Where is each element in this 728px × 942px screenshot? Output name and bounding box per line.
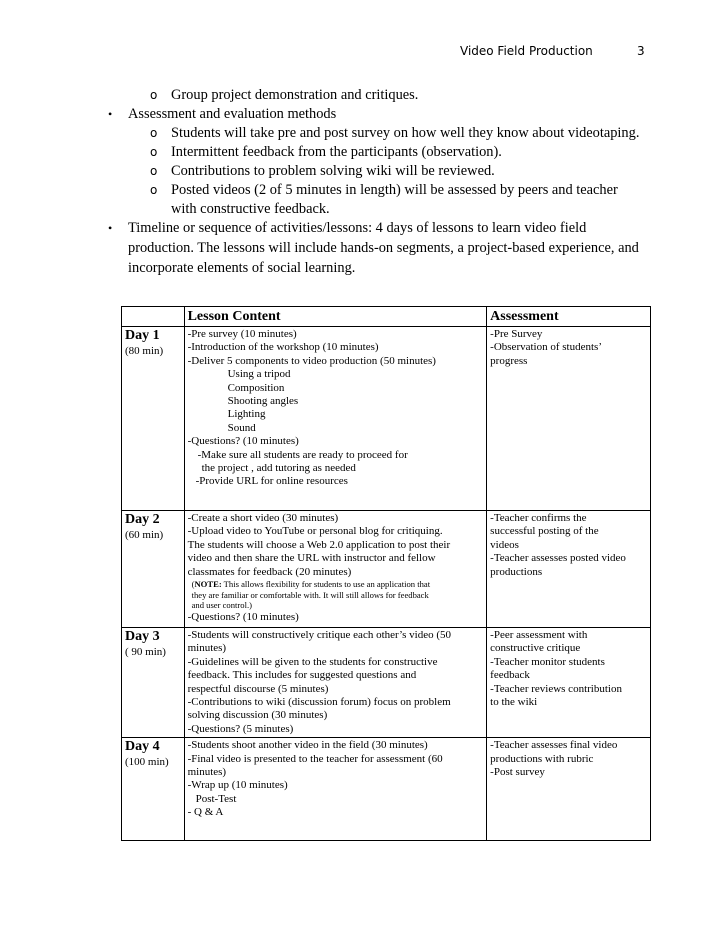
assessment-cell: [487, 628, 651, 738]
content-line: feedback. This includes for suggested questions and: [187, 669, 417, 682]
content-line: -Questions? (10 minutes): [187, 435, 299, 448]
day-name: Day 2: [125, 512, 160, 527]
list-item-continuation: [128, 259, 648, 278]
content-line: Composition: [227, 381, 285, 394]
sub-bullet-marker: o: [150, 183, 158, 197]
content-line: -Questions? (5 minutes): [187, 722, 294, 735]
lesson-plan-table: [121, 306, 651, 841]
assessment-line: -Observation of students’: [490, 341, 602, 354]
list-item-text: Intermittent feedback from the participants (observation).: [171, 144, 502, 160]
assessment-line: -Pre Survey: [490, 328, 543, 340]
note-label: NOTE:: [194, 579, 222, 590]
page-header: [0, 44, 728, 64]
list-item: [108, 105, 648, 124]
note-text: This allows flexibility for students to use an application that: [221, 579, 431, 590]
lesson-content-cell: [184, 511, 487, 628]
assessment-line: -Post survey: [490, 766, 545, 779]
lesson-content-cell: [184, 628, 487, 738]
assessment-line: -Teacher confirms the: [490, 512, 587, 524]
list-item-text: incorporate elements of social learning.: [128, 260, 356, 276]
note-line: they are familiar or comfortable with. It will still allows for feedback: [191, 589, 429, 600]
content-line: -Provide URL for online resources: [195, 475, 348, 488]
content-line: -Pre survey (10 minutes): [187, 328, 297, 340]
list-item: [150, 181, 651, 200]
list-item-continuation: [128, 239, 648, 258]
content-line: Sound: [227, 421, 256, 434]
day-name: Day 1: [125, 328, 160, 343]
header-assessment: Assessment: [487, 307, 651, 327]
lesson-content-cell: [184, 327, 487, 511]
content-line: solving discussion (30 minutes): [187, 709, 328, 722]
table-header-row: [122, 307, 651, 327]
content-line: Using a tripod: [227, 368, 291, 381]
content-line: -Deliver 5 components to video production (50 minutes): [187, 354, 436, 367]
page-number: 3: [637, 44, 645, 58]
bullet-marker: •: [108, 107, 113, 121]
sub-bullet-marker: o: [150, 88, 158, 102]
day-cell: [122, 511, 185, 628]
day-duration: ( 90 min): [125, 646, 166, 658]
content-line: Lighting: [227, 408, 266, 421]
list-item-text: Timeline or sequence of activities/lessons: 4 days of lessons to learn video field: [128, 220, 587, 236]
content-line: -Questions? (10 minutes): [187, 610, 299, 623]
list-item: [108, 219, 648, 238]
sub-bullet-marker: o: [150, 145, 158, 159]
assessment-line: -Peer assessment with: [490, 629, 588, 641]
content-line: -Introduction of the workshop (10 minutes): [187, 341, 379, 354]
content-line: Shooting angles: [227, 395, 299, 408]
bullet-marker: •: [108, 221, 113, 235]
content-line: -Students will constructively critique each other’s video (50: [187, 629, 452, 641]
list-item-text: Posted videos (2 of 5 minutes in length) will be assessed by peers and teacher: [171, 182, 618, 198]
content-line: -Wrap up (10 minutes): [187, 779, 288, 792]
content-line: - Q & A: [187, 806, 224, 819]
assessment-line: productions: [490, 565, 543, 578]
content-line: -Create a short video (30 minutes): [187, 512, 339, 524]
day-duration: (100 min): [125, 756, 169, 769]
content-line: -Make sure all students are ready to proceed for: [197, 448, 408, 461]
header-lesson-content: Lesson Content: [184, 307, 487, 327]
day-cell: [122, 327, 185, 511]
content-line: classmates for feedback (20 minutes): [187, 565, 352, 578]
list-item-text: Assessment and evaluation methods: [128, 106, 337, 122]
assessment-line: feedback: [490, 669, 530, 682]
content-line: -Guidelines will be given to the students for constructive: [187, 655, 438, 668]
list-item: [150, 124, 651, 143]
list-item: [150, 143, 651, 162]
assessment-line: videos: [490, 538, 519, 551]
assessment-line: to the wiki: [490, 696, 538, 709]
table-row: [122, 628, 651, 738]
assessment-cell: [487, 738, 651, 841]
header-cell-empty: [122, 307, 185, 327]
list-item-continuation: [171, 200, 651, 219]
day-name: Day 3: [125, 629, 160, 644]
assessment-line: constructive critique: [490, 642, 581, 655]
list-item: [150, 162, 651, 181]
day-cell: [122, 738, 185, 841]
content-line: -Contributions to wiki (discussion forum) focus on problem: [187, 696, 451, 709]
content-line: The students will choose a Web 2.0 application to post their: [187, 538, 451, 551]
table-row: [122, 511, 651, 628]
list-item: [150, 86, 651, 105]
content-line: -Upload video to YouTube or personal blog for critiquing.: [187, 525, 443, 538]
assessment-line: successful posting of the: [490, 525, 599, 538]
table-row: [122, 738, 651, 841]
day-cell: [122, 628, 185, 738]
day-duration: (60 min): [125, 529, 164, 541]
note-line: and user control.): [191, 600, 252, 611]
list-item-text: production. The lessons will include hands-on segments, a project-based experience, and: [128, 240, 639, 256]
list-item-text: with constructive feedback.: [171, 201, 330, 217]
running-title: Video Field Production: [460, 44, 593, 58]
list-item-text: Contributions to problem solving wiki will be reviewed.: [171, 163, 495, 179]
assessment-line: progress: [490, 354, 528, 367]
assessment-line: productions with rubric: [490, 752, 594, 765]
sub-bullet-marker: o: [150, 164, 158, 178]
assessment-cell: [487, 511, 651, 628]
list-item-text: Group project demonstration and critiques.: [171, 87, 419, 103]
lesson-content-cell: [184, 738, 487, 841]
assessment-line: -Teacher assesses final video: [490, 739, 618, 752]
content-line: video and then share the URL with instructor and fellow: [187, 552, 436, 565]
day-name: Day 4: [125, 739, 160, 755]
list-item-text: Students will take pre and post survey on how well they know about videotaping.: [171, 125, 640, 141]
content-line: -Final video is presented to the teacher for assessment (60: [187, 752, 443, 765]
content-line: Post-Test: [195, 792, 237, 805]
assessment-cell: [487, 327, 651, 511]
content-line: the project , add tutoring as needed: [201, 462, 356, 475]
content-line: -Students shoot another video in the field (30 minutes): [187, 739, 428, 752]
note-line: (NOTE: This allows flexibility for students to use an application that: [191, 579, 431, 590]
content-line: respectful discourse (5 minutes): [187, 682, 329, 695]
day-duration: (80 min): [125, 345, 164, 357]
assessment-line: -Teacher monitor students: [490, 655, 605, 668]
sub-bullet-marker: o: [150, 126, 158, 140]
assessment-line: -Teacher reviews contribution: [490, 682, 622, 695]
content-line: minutes): [187, 642, 227, 655]
content-line: minutes): [187, 766, 227, 779]
table-row: [122, 327, 651, 511]
assessment-line: -Teacher assesses posted video: [490, 552, 626, 565]
